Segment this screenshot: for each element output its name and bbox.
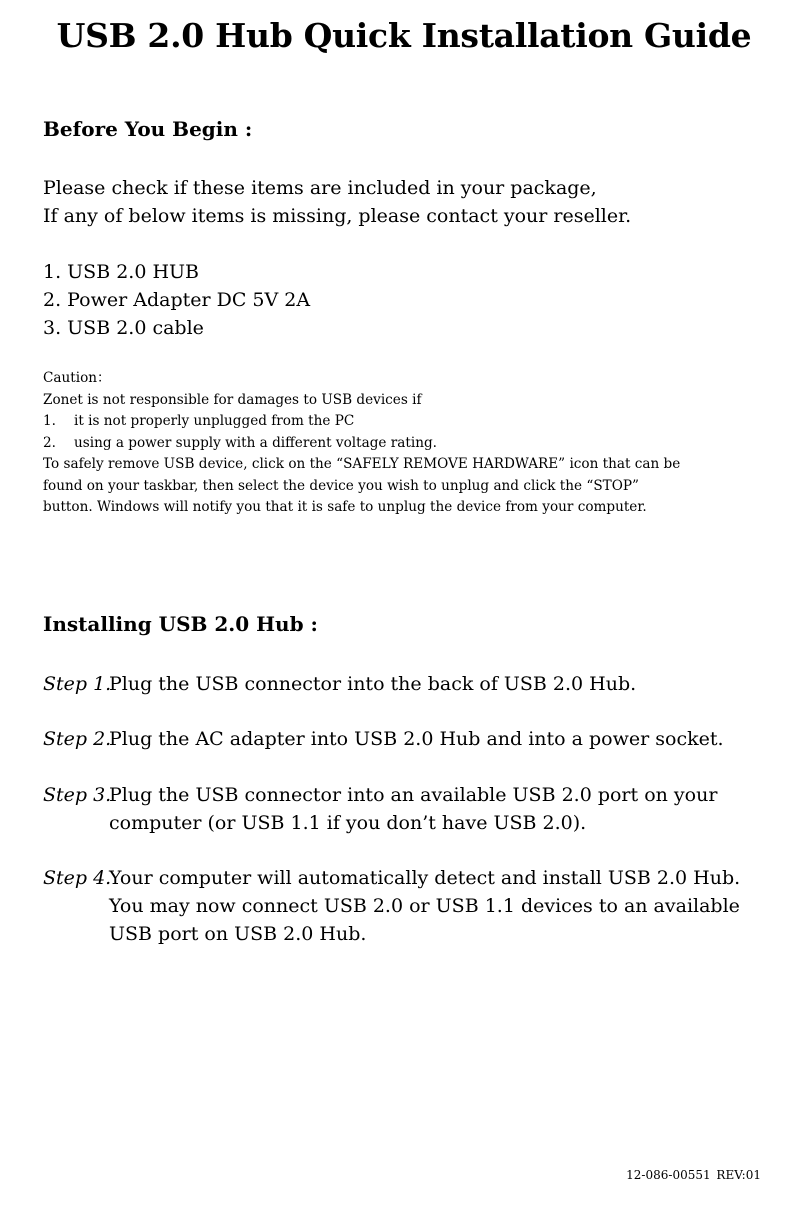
caution-point-number: 2. [43,434,56,451]
step-label: Step 2. [43,728,112,750]
step-label: Step 3. [43,784,112,806]
install-step-3 [43,781,783,837]
caution-point-number: 1. [43,413,56,429]
package-items-list [43,258,310,342]
intro-line: If any of below items is missing, please contact your reseller. [43,205,632,227]
step-text-continued: computer (or USB 1.1 if you don’t have USB 2.0). [109,812,587,834]
installing-heading: Installing USB 2.0 Hub : [43,612,318,636]
caution-point [43,411,680,433]
caution-point-text: it is not properly unplugged from the PC [74,413,355,429]
caution-label: Caution： [43,370,111,386]
step-label: Step 4. [43,867,112,889]
list-item: 2. Power Adapter DC 5V 2A [43,289,311,311]
package-check-intro [43,174,631,230]
caution-point [43,433,680,455]
step-text: Plug the USB connector into an available USB 2.0 port on your [109,784,718,806]
remove-instruction-line: button. Windows will notify you that it is safe to unplug the device from your computer. [43,499,647,515]
document-code-revision: 12-086-00551 REV:01 [626,1168,761,1182]
caution-point-text: using a power supply with a different voltage rating. [74,434,437,451]
remove-instruction-line: To safely remove USB device, click on the “SAFELY REMOVE HARDWARE” icon that can be [43,456,681,472]
list-item: 1. USB 2.0 HUB [43,261,199,283]
step-label: Step 1. [43,673,112,695]
step-text: Plug the USB connector into the back of USB 2.0 Hub. [109,673,637,695]
install-step-2 [43,725,783,753]
list-item: 3. USB 2.0 cable [43,317,204,339]
install-step-4 [43,864,783,948]
step-text-continued: You may now connect USB 2.0 or USB 1.1 devices to an available [109,895,740,917]
install-step-1 [43,670,783,698]
caution-block [43,368,680,519]
remove-instruction-line: found on your taskbar, then select the device you wish to unplug and click the “STOP” [43,477,639,494]
caution-intro: Zonet is not responsible for damages to USB devices if [43,391,422,408]
document-title: USB 2.0 Hub Quick Installation Guide [56,16,752,55]
step-text: Plug the AC adapter into USB 2.0 Hub and into a power socket. [109,728,724,750]
step-text-continued: USB port on USB 2.0 Hub. [109,923,367,945]
intro-line: Please check if these items are included in your package, [43,177,597,199]
step-text: Your computer will automatically detect and install USB 2.0 Hub. [109,867,741,889]
before-you-begin-heading: Before You Begin : [43,117,253,141]
